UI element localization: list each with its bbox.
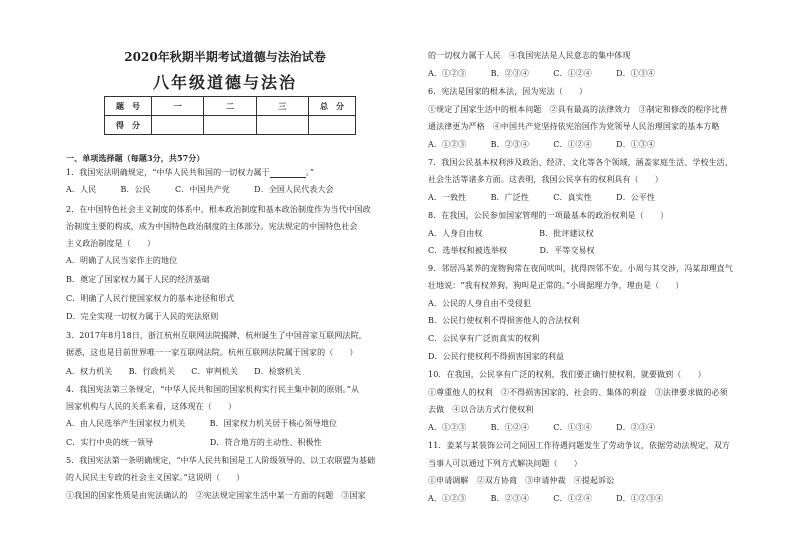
question-line: 国家机构与人民的关系来看，这体现在（ ） bbox=[66, 402, 237, 411]
question-line: 的人民民主专政的社会主义国家。”这说明（ ） bbox=[66, 473, 245, 482]
question-line: 治制度主要的构成，成为中国特色政治制度的主体部分。宪法规定的中国特色社会 bbox=[66, 222, 358, 231]
question-line: 4．我国宪法第三条规定，“中华人民共和国的国家机构实行民主集中制的原则。”从 bbox=[66, 385, 360, 394]
question-line: A．权力机关 B．行政机关 C．审判机关 D．检察机关 bbox=[66, 367, 302, 376]
question-line: 6．宪法是国家的根本法，因为宪法（ ） bbox=[428, 87, 588, 96]
question-line: A．明确了人民当家作主的地位 bbox=[66, 256, 178, 265]
question-line: C．选举权和被选举权 D．平等交易权 bbox=[428, 246, 595, 255]
score-table-header-row bbox=[105, 97, 356, 116]
exam-title: 2020年秋期半期考试道德与法治试卷 bbox=[124, 50, 326, 64]
question-line: 主义政治制度是（ ） bbox=[66, 239, 156, 248]
question-line: A．人民 B．公民 C．中国共产党 D．全国人民代表大会 bbox=[66, 185, 334, 194]
question-line: 10．在我国，公民享有广泛的权利，我们要正确行使权利，就要做到（ ） bbox=[428, 370, 706, 379]
question-line: 8．在我国，公民参加国家管理的一项最基本的政治权利是（ ） bbox=[428, 211, 669, 220]
question-line: ①规定了国家生活中的根本问题 ②具有最高的法律效力 ③制定和修改的程序比普 bbox=[428, 105, 728, 114]
score-cell: 三 bbox=[256, 97, 308, 116]
question-line: ①申请调解 ②双方协商 ③申请仲裁 ④提起诉讼 bbox=[428, 476, 615, 485]
score-cell: 得 分 bbox=[105, 116, 152, 135]
question-line: 3．2017年8月18日，浙江杭州互联网法院揭牌，杭州诞生了中国首家互联网法院， bbox=[66, 331, 367, 340]
question-line: A．①②③ B．①②④ C．①③④ D．②③④ bbox=[428, 423, 656, 432]
question-line: A．公民的人身自由不受侵犯 bbox=[428, 299, 532, 308]
score-input-cell bbox=[152, 116, 204, 135]
question-line: A．一致性 B．广泛性 C．真实性 D．公平性 bbox=[428, 193, 656, 202]
question-line: A．①②③ B．②③④ C．①②④ D．①③④ bbox=[428, 140, 656, 149]
question-line: 的一切权力属于人民 ④我国宪法是人民意志的集中体现 bbox=[428, 51, 631, 60]
section-heading: 一、单项选择题（每题3分，共57分） bbox=[66, 153, 205, 163]
subject-title: 八年级道德与法治 bbox=[152, 73, 297, 92]
question-line: C．公民享有广泛而真实的权利 bbox=[428, 334, 540, 343]
score-table-score-row bbox=[105, 116, 356, 135]
question-line: A．由人民选举产生国家权力机关 B．国家权力机关居于核心领导地位 bbox=[66, 419, 338, 428]
question-line: 社会生活等诸多方面。这表明，我国公民享有的权利具有（ ） bbox=[428, 175, 663, 184]
question-line: 当事人可以通过下列方式解决问题（ ） bbox=[428, 459, 582, 468]
question-line: C．实行中央的统一领导 D．符合地方的主动性、积极性 bbox=[66, 438, 322, 447]
question-line: A．①②③ B．②③④ C．①②④ D．①③④ bbox=[428, 69, 656, 78]
question-line: 2．在中国特色社会主义制度的体系中，根本政治制度和基本政治制度作为当代中国政 bbox=[66, 205, 371, 214]
score-cell: 二 bbox=[204, 97, 256, 116]
score-cell: 题 号 bbox=[105, 97, 152, 116]
question-line: B．奠定了国家权力属于人民的经济基础 bbox=[66, 275, 210, 284]
question-line: 据悉，这也是目前世界唯一一家互联网法院。杭州互联网法院属于国家的（ ） bbox=[66, 348, 358, 357]
question-line: 11．姜某与某装饰公司之间因工作待遇问题发生了劳动争议，依据劳动法规定，双方 bbox=[428, 441, 730, 450]
question-line: C．明确了人民行使国家权力的基本途径和形式 bbox=[66, 294, 235, 303]
question-line: 5．我国宪法第一条明确规定，“中华人民共和国是工人阶级领导的、以工农联盟为基础 bbox=[66, 456, 376, 465]
question-line: 9．邻居冯某养的宠物狗常在夜间吠叫，扰得四邻不安。小周与其交涉，冯某却理直气 bbox=[428, 264, 733, 273]
answer-blank bbox=[270, 169, 306, 178]
question-line: 通法律更为严格 ④中国共产党坚持依宪治国作为党领导人民治理国家的基本方略 bbox=[428, 122, 720, 131]
question-line: 壮地说：“我有权养狗，狗叫是正常的。”小周据理力争，理由是（ ） bbox=[428, 281, 684, 290]
question-line: 1．我国宪法明确规定，“中华人民共和国的一切权力属于 。” bbox=[66, 168, 315, 177]
question-line: A．①②③ B．②③④ C．①②④ D．①②③④ bbox=[428, 494, 664, 503]
question-line: 7．我国公民基本权利涉及政治、经济、文化等各个领域，涵盖家庭生活、学校生活、 bbox=[428, 158, 733, 167]
score-cell: 一 bbox=[152, 97, 204, 116]
score-input-cell bbox=[309, 116, 356, 135]
question-line: B．公民行使权利不得损害他人的合法权利 bbox=[428, 316, 580, 325]
question-line: ①我国的国家性质是由宪法确认的 ②宪法规定国家生活中某一方面的问题 ③国家 bbox=[66, 491, 366, 500]
question-line: D．公民行使权利不得损害国家的利益 bbox=[428, 352, 565, 361]
score-input-cell bbox=[256, 116, 308, 135]
question-line: A．人身自由权 B．批评建议权 bbox=[428, 229, 594, 238]
score-table bbox=[104, 96, 356, 135]
question-line: D．完全实现一切权力属于人民的宪法原则 bbox=[66, 312, 219, 321]
score-input-cell bbox=[204, 116, 256, 135]
question-line: ①尊重他人的权利 ②不得损害国家的、社会的、集体的利益 ③法律要求做的必须 bbox=[428, 388, 728, 397]
score-cell: 总 分 bbox=[309, 97, 356, 116]
question-line: 去做 ④以合法方式行使权利 bbox=[428, 405, 534, 414]
